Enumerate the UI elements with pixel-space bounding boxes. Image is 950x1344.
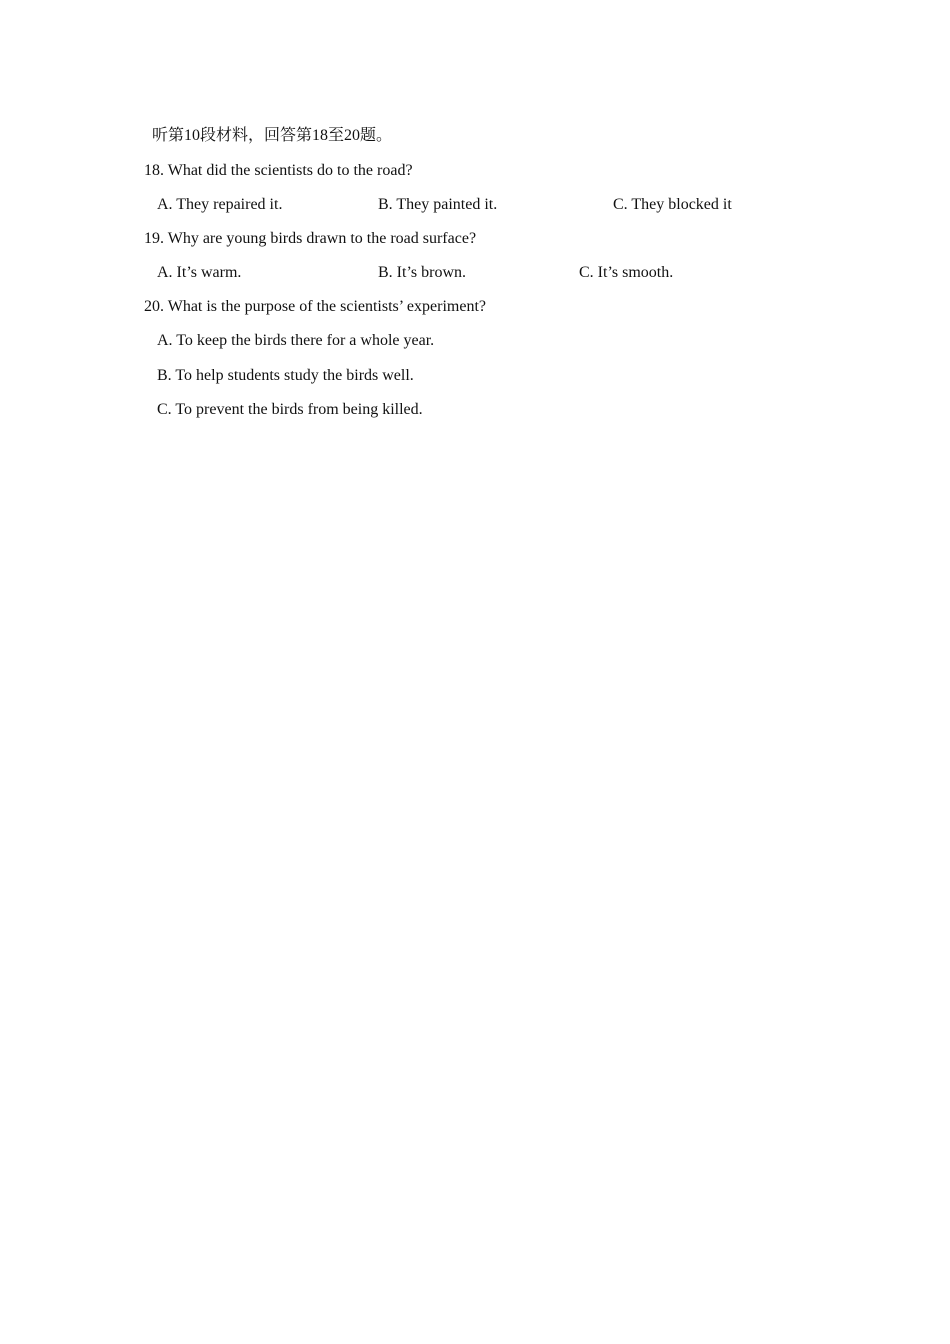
question-18-stem: 18. What did the scientists do to the road? — [144, 162, 413, 179]
question-20-option-c: C. To prevent the birds from being killed. — [157, 401, 423, 418]
question-18-option-c: C. They blocked it — [613, 196, 732, 213]
question-18-option-a: A. They repaired it. — [157, 196, 283, 213]
section-title: 听第10段材料，回答第18至20题。 — [152, 127, 393, 144]
question-20-stem: 20. What is the purpose of the scientists’ experiment? — [144, 298, 486, 315]
question-18-option-b: B. They painted it. — [378, 196, 498, 213]
question-19-option-b: B. It’s brown. — [378, 264, 466, 281]
question-19-option-c: C. It’s smooth. — [579, 264, 674, 281]
question-20-option-a: A. To keep the birds there for a whole year. — [157, 332, 435, 349]
question-19-option-a: A. It’s warm. — [157, 264, 242, 281]
question-20-option-b: B. To help students study the birds well. — [157, 367, 414, 384]
question-19-stem: 19. Why are young birds drawn to the road surface? — [144, 230, 477, 247]
